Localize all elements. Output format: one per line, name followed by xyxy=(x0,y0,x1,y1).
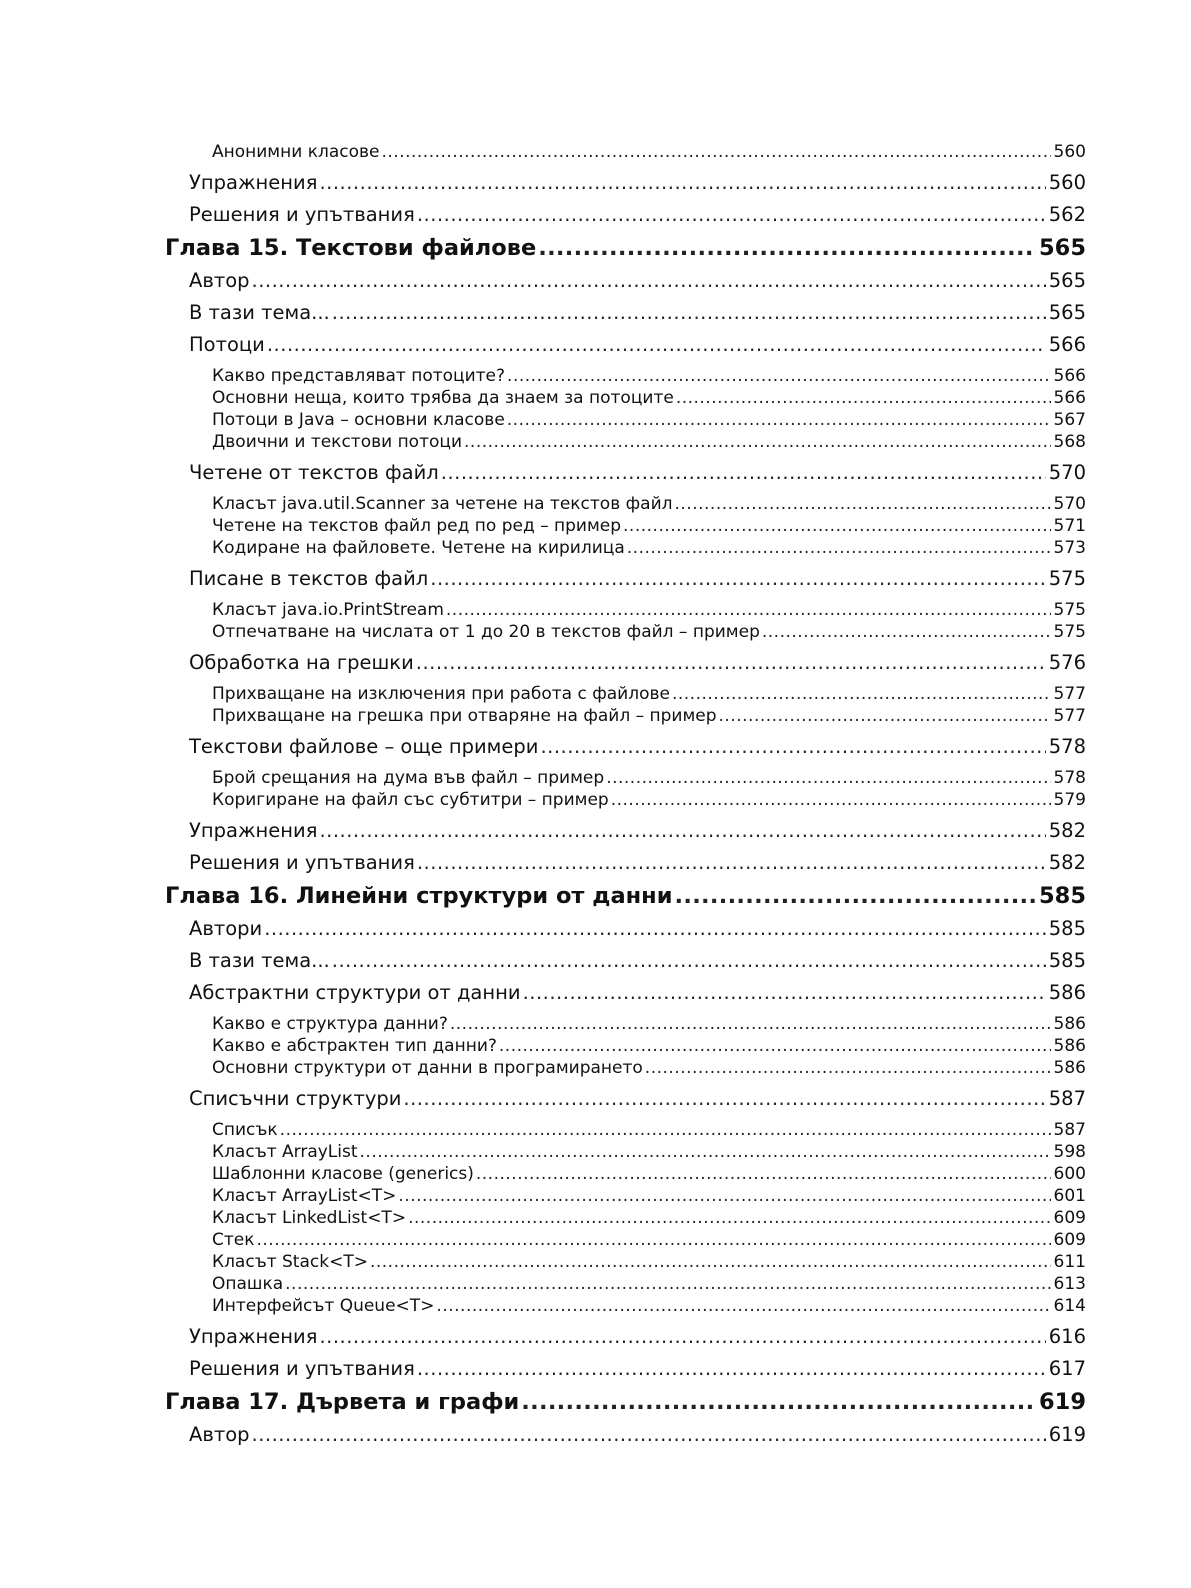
toc-dot-leader xyxy=(675,879,1037,913)
toc-entry-title: Прихващане на изключения при работа с файлове xyxy=(212,684,670,704)
toc-page-number: 565 xyxy=(1048,269,1086,292)
toc-dot-leader xyxy=(417,1353,1046,1385)
toc-page-number: 560 xyxy=(1048,171,1086,194)
toc-dot-leader xyxy=(676,387,1051,409)
toc-page-number: 575 xyxy=(1053,622,1086,642)
toc-entry-title: В тази тема... xyxy=(189,949,330,972)
toc-subsection-entry[interactable] xyxy=(0,1251,1191,1273)
toc-subsection-entry[interactable] xyxy=(0,409,1191,431)
toc-entry-title: Упражнения xyxy=(189,819,318,842)
toc-dot-leader xyxy=(403,1083,1045,1115)
toc-page-number: 566 xyxy=(1048,333,1086,356)
toc-subsection-entry[interactable] xyxy=(0,1119,1191,1141)
toc-dot-leader xyxy=(332,297,1046,329)
toc-subsection-entry[interactable] xyxy=(0,1163,1191,1185)
toc-page-number: 565 xyxy=(1039,235,1086,261)
toc-subsection-entry[interactable] xyxy=(0,515,1191,537)
toc-dot-leader xyxy=(499,1035,1051,1057)
toc-section-entry[interactable] xyxy=(0,913,1191,945)
toc-entry-title: Списъчни структури xyxy=(189,1087,402,1110)
toc-dot-leader xyxy=(521,1385,1036,1419)
toc-entry-title: Потоци в Java – основни класове xyxy=(212,410,505,430)
toc-dot-leader xyxy=(398,1185,1050,1207)
toc-page-number: 611 xyxy=(1053,1252,1086,1272)
toc-entry-title: Класът ArrayList xyxy=(212,1142,358,1162)
toc-page-number: 562 xyxy=(1048,203,1086,226)
toc-chapter-entry[interactable] xyxy=(0,231,1191,265)
toc-dot-leader xyxy=(623,515,1051,537)
toc-entry-title: Класът java.io.PrintStream xyxy=(212,600,444,620)
toc-section-entry[interactable] xyxy=(0,945,1191,977)
toc-entry-title: Автор xyxy=(189,1423,250,1446)
toc-page-number: 619 xyxy=(1048,1423,1086,1446)
toc-chapter-entry[interactable] xyxy=(0,1385,1191,1419)
toc-entry-title: Какво е абстрактен тип данни? xyxy=(212,1036,497,1056)
toc-subsection-entry[interactable] xyxy=(0,1035,1191,1057)
toc-page-number: 573 xyxy=(1053,538,1086,558)
toc-page-number: 578 xyxy=(1053,768,1086,788)
toc-entry-title: Шаблонни класове (generics) xyxy=(212,1164,474,1184)
toc-chapter-entry[interactable] xyxy=(0,879,1191,913)
toc-subsection-entry[interactable] xyxy=(0,599,1191,621)
toc-dot-leader xyxy=(645,1057,1051,1079)
toc-entry-title: Решения и упътвания xyxy=(189,851,415,874)
toc-dot-leader xyxy=(417,847,1046,879)
toc-entry-title: Четене от текстов файл xyxy=(189,461,439,484)
toc-page-number: 575 xyxy=(1053,600,1086,620)
toc-subsection-entry[interactable] xyxy=(0,705,1191,727)
toc-section-entry[interactable] xyxy=(0,647,1191,679)
toc-section-entry[interactable] xyxy=(0,1083,1191,1115)
toc-page-number: 578 xyxy=(1048,735,1086,758)
toc-entry-title: Интерфейсът Queue<T> xyxy=(212,1296,435,1316)
toc-section-entry[interactable] xyxy=(0,977,1191,1009)
toc-page-number: 586 xyxy=(1053,1014,1086,1034)
toc-entry-title: Упражнения xyxy=(189,1325,318,1348)
toc-subsection-entry[interactable] xyxy=(0,789,1191,811)
toc-page-number: 614 xyxy=(1053,1296,1086,1316)
toc-subsection-entry[interactable] xyxy=(0,365,1191,387)
toc-dot-leader xyxy=(450,1013,1051,1035)
toc-entry-title: Класът java.util.Scanner за четене на текстов файл xyxy=(212,494,673,514)
toc-page-number: 586 xyxy=(1053,1058,1086,1078)
toc-entry-title: Какво е структура данни? xyxy=(212,1014,448,1034)
toc-dot-leader xyxy=(446,599,1051,621)
toc-entry-title: Стек xyxy=(212,1230,255,1250)
toc-section-entry[interactable] xyxy=(0,329,1191,361)
toc-dot-leader xyxy=(675,493,1051,515)
toc-dot-leader xyxy=(408,1207,1050,1229)
toc-dot-leader xyxy=(417,199,1046,231)
toc-dot-leader xyxy=(416,647,1046,679)
toc-section-entry[interactable] xyxy=(0,847,1191,879)
toc-dot-leader xyxy=(252,265,1046,297)
toc-dot-leader xyxy=(381,141,1050,163)
toc-dot-leader xyxy=(280,1119,1051,1141)
toc-section-entry[interactable] xyxy=(0,1353,1191,1385)
toc-page-number: 586 xyxy=(1048,981,1086,1004)
toc-page-number: 586 xyxy=(1053,1036,1086,1056)
toc-entry-title: Опашка xyxy=(212,1274,284,1294)
toc-dot-leader xyxy=(319,167,1045,199)
toc-entry-title: Обработка на грешки xyxy=(189,651,414,674)
toc-dot-leader xyxy=(370,1251,1051,1273)
toc-page-number: 585 xyxy=(1048,949,1086,972)
toc-entry-title: Потоци xyxy=(189,333,265,356)
toc-dot-leader xyxy=(436,1295,1050,1317)
toc-entry-title: Решения и упътвания xyxy=(189,1357,415,1380)
toc-dot-leader xyxy=(430,563,1046,595)
toc-page-number: 566 xyxy=(1053,388,1086,408)
toc-dot-leader xyxy=(252,1419,1046,1451)
toc-page-number: 601 xyxy=(1053,1186,1086,1206)
toc-dot-leader xyxy=(476,1163,1051,1185)
toc-section-entry[interactable] xyxy=(0,199,1191,231)
toc-dot-leader xyxy=(762,621,1051,643)
toc-page-number: 582 xyxy=(1048,819,1086,842)
toc-page-number: 577 xyxy=(1053,706,1086,726)
toc-entry-title: Глава 15. Текстови файлове xyxy=(165,235,537,261)
toc-section-entry[interactable] xyxy=(0,731,1191,763)
toc-entry-title: Анонимни класове xyxy=(212,142,380,162)
toc-section-entry[interactable] xyxy=(0,297,1191,329)
toc-entry-title: Какво представляват потоците? xyxy=(212,366,506,386)
toc-page-number: 568 xyxy=(1053,432,1086,452)
toc-dot-leader xyxy=(538,231,1036,265)
table-of-contents xyxy=(0,141,1191,1451)
toc-dot-leader xyxy=(257,1229,1051,1251)
toc-page-number: 571 xyxy=(1053,516,1086,536)
toc-subsection-entry[interactable] xyxy=(0,493,1191,515)
toc-dot-leader xyxy=(606,767,1050,789)
toc-entry-title: Класът ArrayList<T> xyxy=(212,1186,397,1206)
toc-dot-leader xyxy=(540,731,1045,763)
toc-dot-leader xyxy=(627,537,1051,559)
toc-entry-title: Основни структури от данни в програмирането xyxy=(212,1058,643,1078)
toc-subsection-entry[interactable] xyxy=(0,387,1191,409)
toc-entry-title: Автор xyxy=(189,269,250,292)
toc-page-number: 613 xyxy=(1053,1274,1086,1294)
toc-subsection-entry[interactable] xyxy=(0,1013,1191,1035)
toc-section-entry[interactable] xyxy=(0,815,1191,847)
toc-subsection-entry[interactable] xyxy=(0,1185,1191,1207)
toc-page-number: 587 xyxy=(1053,1120,1086,1140)
toc-page-number: 565 xyxy=(1048,301,1086,324)
toc-entry-title: Абстрактни структури от данни xyxy=(189,981,521,1004)
toc-entry-title: Глава 17. Дървета и графи xyxy=(165,1389,520,1415)
toc-page-number: 567 xyxy=(1053,410,1086,430)
toc-section-entry[interactable] xyxy=(0,1419,1191,1451)
toc-page-number: 616 xyxy=(1048,1325,1086,1348)
toc-dot-leader xyxy=(285,1273,1050,1295)
toc-page-number: 587 xyxy=(1048,1087,1086,1110)
toc-dot-leader xyxy=(464,431,1051,453)
toc-dot-leader xyxy=(441,457,1046,489)
toc-section-entry[interactable] xyxy=(0,167,1191,199)
toc-subsection-entry[interactable] xyxy=(0,1057,1191,1079)
toc-entry-title: Текстови файлове – още примери xyxy=(189,735,539,758)
toc-entry-title: Основни неща, които трябва да знаем за потоците xyxy=(212,388,674,408)
toc-page-number: 585 xyxy=(1039,883,1086,909)
toc-page-number: 609 xyxy=(1053,1230,1086,1250)
toc-entry-title: Двоични и текстови потоци xyxy=(212,432,463,452)
toc-dot-leader xyxy=(319,1321,1045,1353)
toc-page-number: 617 xyxy=(1048,1357,1086,1380)
toc-subsection-entry[interactable] xyxy=(0,141,1191,163)
toc-dot-leader xyxy=(360,1141,1051,1163)
toc-page-number: 576 xyxy=(1048,651,1086,674)
toc-page-number: 619 xyxy=(1039,1389,1086,1415)
toc-entry-title: В тази тема... xyxy=(189,301,330,324)
toc-entry-title: Прихващане на грешка при отваряне на файл – пример xyxy=(212,706,717,726)
toc-dot-leader xyxy=(319,815,1045,847)
toc-subsection-entry[interactable] xyxy=(0,683,1191,705)
toc-page-number: 585 xyxy=(1048,917,1086,940)
toc-entry-title: Решения и упътвания xyxy=(189,203,415,226)
toc-subsection-entry[interactable] xyxy=(0,1207,1191,1229)
toc-page-number: 560 xyxy=(1053,142,1086,162)
toc-page-number: 577 xyxy=(1053,684,1086,704)
toc-section-entry[interactable] xyxy=(0,265,1191,297)
toc-entry-title: Класът LinkedList<T> xyxy=(212,1208,407,1228)
toc-dot-leader xyxy=(267,329,1046,361)
toc-section-entry[interactable] xyxy=(0,457,1191,489)
toc-page-number: 600 xyxy=(1053,1164,1086,1184)
toc-dot-leader xyxy=(611,789,1051,811)
toc-dot-leader xyxy=(332,945,1046,977)
toc-entry-title: Глава 16. Линейни структури от данни xyxy=(165,883,673,909)
toc-section-entry[interactable] xyxy=(0,1321,1191,1353)
toc-entry-title: Отпечатване на числата от 1 до 20 в текстов файл – пример xyxy=(212,622,760,642)
toc-page-number: 598 xyxy=(1053,1142,1086,1162)
toc-subsection-entry[interactable] xyxy=(0,537,1191,559)
toc-page-number: 566 xyxy=(1053,366,1086,386)
toc-page-number: 570 xyxy=(1048,461,1086,484)
toc-dot-leader xyxy=(264,913,1046,945)
toc-subsection-entry[interactable] xyxy=(0,1273,1191,1295)
toc-dot-leader xyxy=(719,705,1051,727)
toc-page-number: 609 xyxy=(1053,1208,1086,1228)
toc-dot-leader xyxy=(507,365,1051,387)
toc-entry-title: Брой срещания на дума във файл – пример xyxy=(212,768,605,788)
toc-page-number: 579 xyxy=(1053,790,1086,810)
toc-dot-leader xyxy=(523,977,1046,1009)
toc-page-number: 575 xyxy=(1048,567,1086,590)
toc-entry-title: Класът Stack<T> xyxy=(212,1252,368,1272)
toc-subsection-entry[interactable] xyxy=(0,621,1191,643)
toc-entry-title: Писане в текстов файл xyxy=(189,567,429,590)
toc-section-entry[interactable] xyxy=(0,563,1191,595)
toc-entry-title: Кодиране на файловете. Четене на кирилица xyxy=(212,538,625,558)
toc-page-number: 570 xyxy=(1053,494,1086,514)
toc-subsection-entry[interactable] xyxy=(0,1229,1191,1251)
toc-subsection-entry[interactable] xyxy=(0,1141,1191,1163)
toc-entry-title: Списък xyxy=(212,1120,278,1140)
toc-subsection-entry[interactable] xyxy=(0,1295,1191,1317)
toc-page-number: 582 xyxy=(1048,851,1086,874)
toc-dot-leader xyxy=(507,409,1051,431)
toc-entry-title: Коригиране на файл със субтитри – пример xyxy=(212,790,609,810)
toc-entry-title: Автори xyxy=(189,917,263,940)
toc-entry-title: Упражнения xyxy=(189,171,318,194)
toc-subsection-entry[interactable] xyxy=(0,767,1191,789)
toc-entry-title: Четене на текстов файл ред по ред – пример xyxy=(212,516,622,536)
toc-subsection-entry[interactable] xyxy=(0,431,1191,453)
toc-dot-leader xyxy=(672,683,1051,705)
